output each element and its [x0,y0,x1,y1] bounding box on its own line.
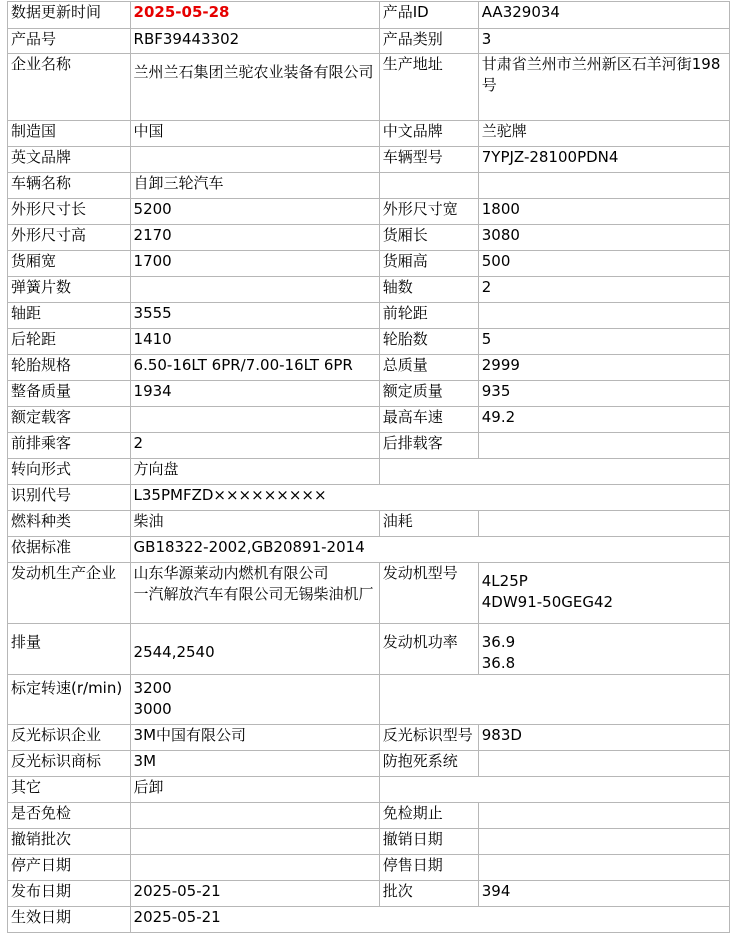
value-country: 中国 [130,121,379,147]
value-product-no: RBF39443302 [130,29,379,54]
label-engine-model: 发动机型号 [379,563,478,624]
rated-speed-2: 3000 [133,700,172,718]
engine-maker-1: 山东华源莱动内燃机有限公司 [133,564,329,582]
engine-model-2: 4DW91-50GEG42 [481,593,614,611]
label-displacement: 排量 [8,624,131,675]
value-front-track [478,303,729,329]
table-row [8,777,730,803]
label-standards: 依据标准 [8,537,131,563]
value-revoke-batch [130,829,379,855]
label-chinese-brand: 中文品牌 [379,121,478,147]
value-spring-count [130,277,379,303]
label-product-no: 产品号 [8,29,131,54]
table-row [8,751,730,777]
value-abs [478,751,729,777]
value-reflector-brand: 3M [130,751,379,777]
label-reflector-company: 反光标识企业 [8,725,131,751]
value-fuel-consumption [478,511,729,537]
value-width: 1800 [478,199,729,225]
value-exempt [130,803,379,829]
value-english-brand [130,147,379,173]
table-row [8,199,730,225]
value-steering: 方向盘 [130,459,379,485]
label-rear-passengers: 后排载客 [379,433,478,459]
label-cargo-width: 货厢宽 [8,251,131,277]
value-standards: GB18322-2002,GB20891-2014 [130,537,729,563]
label-other: 其它 [8,777,131,803]
table-row [8,329,730,355]
value-stop-sales-date [478,855,729,881]
label-height: 外形尺寸高 [8,225,131,251]
engine-maker-2: 一汽解放汽车有限公司无锡柴油机厂 [133,585,374,603]
label-vehicle-model: 车辆型号 [379,147,478,173]
label-length: 外形尺寸长 [8,199,131,225]
label-fuel-consumption: 油耗 [379,511,478,537]
table-row [8,624,730,675]
table-row [8,29,730,54]
label-rear-track: 后轮距 [8,329,131,355]
label-product-category: 产品类别 [379,29,478,54]
label-exempt-until: 免检期止 [379,803,478,829]
label-batch: 批次 [379,881,478,907]
empty-value [478,173,729,199]
label-revoke-batch: 撤销批次 [8,829,131,855]
label-engine-power: 发动机功率 [379,624,478,675]
label-front-passengers: 前排乘客 [8,433,131,459]
value-rear-track: 1410 [130,329,379,355]
label-curb-mass: 整备质量 [8,381,131,407]
label-steering: 转向形式 [8,459,131,485]
value-rated-passengers [130,407,379,433]
table-row [8,537,730,563]
value-vehicle-name: 自卸三轮汽车 [130,173,379,199]
label-release-date: 发布日期 [8,881,131,907]
table-row [8,277,730,303]
label-wheelbase: 轴距 [8,303,131,329]
value-production-address: 甘肃省兰州市兰州新区石羊河街198号 [478,54,729,121]
table-row [8,803,730,829]
empty-label [379,173,478,199]
empty-cell [379,777,729,803]
table-row [8,2,730,29]
engine-power-1: 36.9 [481,633,516,651]
label-fuel-type: 燃料种类 [8,511,131,537]
label-spring-count: 弹簧片数 [8,277,131,303]
table-row [8,147,730,173]
value-revoke-date [478,829,729,855]
value-rated-speed [130,675,379,725]
value-engine-power [478,624,729,675]
table-row [8,459,730,485]
value-other: 后卸 [130,777,379,803]
label-company-name: 企业名称 [8,54,131,121]
label-abs: 防抱死系统 [379,751,478,777]
table-row [8,251,730,277]
table-row [8,881,730,907]
label-front-track: 前轮距 [379,303,478,329]
table-row [8,511,730,537]
label-tire-count: 轮胎数 [379,329,478,355]
label-reflector-brand: 反光标识商标 [8,751,131,777]
label-cargo-length: 货厢长 [379,225,478,251]
table-row [8,907,730,933]
label-rated-mass: 额定质量 [379,381,478,407]
value-company-name: 兰州兰石集团兰驼农业装备有限公司 [130,54,379,121]
rated-speed-1: 3200 [133,679,172,697]
value-cargo-width: 1700 [130,251,379,277]
value-rear-passengers [478,433,729,459]
table-row [8,121,730,147]
label-product-id: 产品ID [379,2,478,29]
value-vehicle-model: 7YPJZ-28100PDN4 [478,147,729,173]
engine-model-1: 4L25P [481,572,528,590]
empty-cell [379,675,729,725]
table-row [8,563,730,624]
label-update-time: 数据更新时间 [8,2,131,29]
value-tire-count: 5 [478,329,729,355]
table-row [8,829,730,855]
label-width: 外形尺寸宽 [379,199,478,225]
value-axle-count: 2 [478,277,729,303]
label-stop-production-date: 停产日期 [8,855,131,881]
table-row [8,225,730,251]
value-curb-mass: 1934 [130,381,379,407]
table-row [8,675,730,725]
value-product-category: 3 [478,29,729,54]
label-tire-spec: 轮胎规格 [8,355,131,381]
label-rated-passengers: 额定载客 [8,407,131,433]
value-rated-mass: 935 [478,381,729,407]
label-english-brand: 英文品牌 [8,147,131,173]
value-engine-model [478,563,729,624]
table-row [8,54,730,121]
value-wheelbase: 3555 [130,303,379,329]
label-engine-maker: 发动机生产企业 [8,563,131,624]
label-rated-speed: 标定转速(r/min) [8,675,131,725]
value-tire-spec: 6.50-16LT 6PR/7.00-16LT 6PR [130,355,379,381]
table-row [8,485,730,511]
value-cargo-height: 500 [478,251,729,277]
value-product-id: AA329034 [478,2,729,29]
value-chinese-brand: 兰驼牌 [478,121,729,147]
label-exempt: 是否免检 [8,803,131,829]
value-batch: 394 [478,881,729,907]
table-row [8,173,730,199]
value-cargo-length: 3080 [478,225,729,251]
value-height: 2170 [130,225,379,251]
table-row [8,407,730,433]
value-stop-production-date [130,855,379,881]
value-effective-date: 2025-05-21 [130,907,729,933]
value-front-passengers: 2 [130,433,379,459]
label-stop-sales-date: 停售日期 [379,855,478,881]
engine-power-2: 36.8 [481,654,516,672]
value-vin: L35PMFZD××××××××× [130,485,729,511]
table-row [8,855,730,881]
label-total-mass: 总质量 [379,355,478,381]
value-max-speed: 49.2 [478,407,729,433]
value-exempt-until [478,803,729,829]
value-engine-maker [130,563,379,624]
value-release-date: 2025-05-21 [130,881,379,907]
label-effective-date: 生效日期 [8,907,131,933]
value-fuel-type: 柴油 [130,511,379,537]
label-revoke-date: 撤销日期 [379,829,478,855]
label-reflector-model: 反光标识型号 [379,725,478,751]
label-max-speed: 最高车速 [379,407,478,433]
value-update-time: 2025-05-28 [130,2,379,29]
table-row [8,355,730,381]
empty-cell [379,459,729,485]
value-reflector-model: 983D [478,725,729,751]
value-displacement: 2544,2540 [130,624,379,675]
table-row [8,381,730,407]
vehicle-spec-table [7,1,730,933]
value-total-mass: 2999 [478,355,729,381]
table-row [8,303,730,329]
label-country: 制造国 [8,121,131,147]
table-row [8,725,730,751]
value-length: 5200 [130,199,379,225]
label-axle-count: 轴数 [379,277,478,303]
label-production-address: 生产地址 [379,54,478,121]
label-vin: 识别代号 [8,485,131,511]
label-cargo-height: 货厢高 [379,251,478,277]
value-reflector-company: 3M中国有限公司 [130,725,379,751]
label-vehicle-name: 车辆名称 [8,173,131,199]
table-row [8,433,730,459]
